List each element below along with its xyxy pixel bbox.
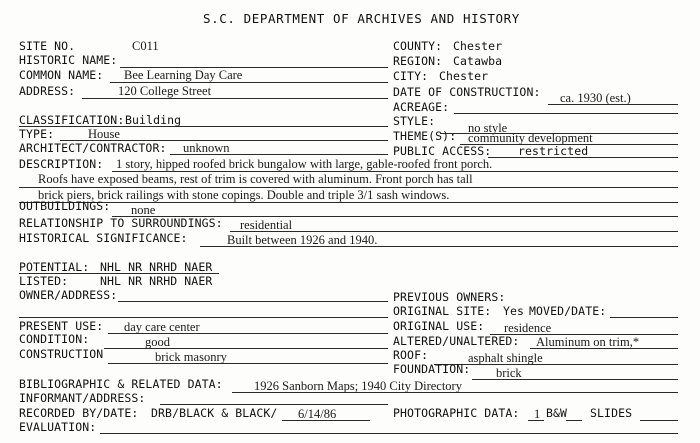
style-value: no style [468, 121, 508, 135]
historical-significance-line [200, 246, 678, 247]
date-of-construction-value: ca. 1930 (est.) [560, 91, 631, 105]
public-access-line [488, 157, 678, 158]
condition-label: CONDITION: [19, 332, 90, 346]
common-name-line [110, 82, 388, 83]
relationship-value: residential [240, 218, 293, 232]
description-line-1: 1 story, hipped roofed brick bungalow with large, gable-roofed front porch. [116, 157, 493, 171]
potential-label: POTENTIAL: [19, 260, 90, 274]
owner-address-line [118, 301, 388, 302]
potential-options: NHL NR NRHD NAER [100, 260, 213, 274]
county-label: COUNTY: [393, 39, 443, 53]
photographic-kind: B&W [546, 406, 568, 420]
photographic-label: PHOTOGRAPHIC DATA: [393, 406, 520, 420]
present-use-line [108, 333, 388, 334]
public-access-label: PUBLIC ACCESS: [393, 144, 492, 158]
description-rule-3 [19, 202, 678, 203]
foundation-label: FOUNDATION: [393, 362, 471, 376]
architect-value: unknown [183, 141, 230, 155]
description-line-2: Roofs have exposed beams, rest of trim is covered with aluminum. Front porch has tall [38, 172, 473, 186]
common-name-label: COMMON NAME: [19, 68, 104, 82]
photographic-count-line [528, 420, 544, 421]
page-title: S.C. DEPARTMENT OF ARCHIVES AND HISTORY [203, 11, 520, 26]
original-use-label: ORIGINAL USE: [393, 319, 485, 333]
present-use-value: day care center [124, 320, 200, 334]
theme-label: THEME(S): [393, 129, 457, 143]
description-line-3: brick piers, brick railings with stone copings. Double and triple 3/1 sash windows. [38, 188, 450, 202]
informant-label: INFORMANT/ADDRESS: [19, 391, 146, 405]
slides-line [640, 420, 678, 421]
bibliographic-value: 1926 Sanborn Maps; 1940 City Directory [254, 379, 462, 393]
bibliographic-label: BIBLIOGRAPHIC & RELATED DATA: [19, 377, 223, 391]
altered-label: ALTERED/UNALTERED: [393, 334, 520, 348]
city-label: CITY: [393, 69, 429, 83]
date-of-construction-label: DATE OF CONSTRUCTION: [393, 85, 541, 99]
informant-line [160, 404, 388, 405]
recorded-date-value: 6/14/86 [298, 407, 337, 421]
roof-label: ROOF: [393, 348, 429, 362]
site-no-value: C011 [132, 39, 159, 53]
original-site-label: ORIGINAL SITE: [393, 304, 492, 318]
historic-name-label: HISTORIC NAME: [19, 53, 118, 67]
county-value: Chester [453, 39, 503, 53]
classification-value: Building [125, 113, 182, 127]
photographic-count: 1 [534, 407, 541, 421]
architect-line [170, 154, 388, 155]
condition-line [104, 348, 388, 349]
evaluation-label: EVALUATION: [19, 420, 97, 434]
original-use-value: residence [504, 321, 552, 335]
classification-rule [19, 126, 388, 127]
type-value: House [88, 127, 120, 141]
recorded-by-value: DRB/BLACK & BLACK/ [151, 406, 278, 420]
outbuildings-value: none [131, 203, 156, 217]
foundation-value: brick [496, 366, 522, 380]
moved-date-line [610, 317, 678, 318]
style-label: STYLE: [393, 114, 436, 128]
listed-label: LISTED: [19, 274, 69, 288]
photographic-kind-line [566, 420, 582, 421]
photographic-slides: SLIDES [590, 406, 633, 420]
description-label: DESCRIPTION: [19, 157, 104, 171]
original-site-value: Yes [503, 304, 525, 318]
construction-line [108, 363, 388, 364]
bibliographic-line [232, 392, 678, 393]
acreage-label: ACREAGE: [393, 100, 450, 114]
relationship-label: RELATIONSHIP TO SURROUNDINGS: [19, 216, 223, 230]
common-name-value: Bee Learning Day Care [124, 68, 243, 82]
site-no-label: SITE NO. [19, 39, 76, 53]
architect-label: ARCHITECT/CONTRACTOR: [19, 141, 167, 155]
evaluation-line [100, 433, 678, 434]
region-label: REGION: [393, 54, 443, 68]
construction-label: CONSTRUCTION [19, 347, 104, 361]
foundation-line [472, 379, 678, 380]
type-label: TYPE: [19, 127, 55, 141]
acreage-line [454, 113, 678, 114]
outbuildings-label: OUTBUILDINGS: [19, 199, 111, 213]
address-line [82, 98, 388, 99]
city-value: Chester [439, 69, 489, 83]
roof-value: asphalt shingle [468, 351, 543, 365]
historical-significance-label: HISTORICAL SIGNIFICANCE: [19, 231, 188, 245]
address-label: ADDRESS: [19, 84, 76, 98]
construction-value: brick masonry [155, 350, 227, 364]
owner-address-line-2 [19, 317, 388, 318]
theme-value: community development [468, 131, 593, 145]
recorded-by-label: RECORDED BY/DATE: [19, 406, 139, 420]
listed-options: NHL NR NRHD NAER [100, 274, 213, 288]
address-value: 120 College Street [118, 84, 212, 98]
present-use-label: PRESENT USE: [19, 319, 104, 333]
relationship-line [230, 231, 678, 232]
public-access-value: restricted [518, 144, 589, 158]
altered-value: Aluminum on trim,* [536, 335, 640, 349]
historical-significance-value: Built between 1926 and 1940. [227, 233, 378, 247]
date-of-construction-line [548, 104, 678, 105]
altered-line [530, 348, 678, 349]
recorded-date-line [282, 420, 370, 421]
roof-line [434, 364, 678, 365]
region-value: Catawba [453, 54, 503, 68]
owner-address-label: OWNER/ADDRESS: [19, 288, 118, 302]
moved-date-label: MOVED/DATE: [529, 304, 607, 318]
previous-owners-label: PREVIOUS OWNERS: [393, 290, 506, 304]
condition-value: good [145, 335, 170, 349]
classification-label: CLASSIFICATION: [19, 113, 125, 127]
